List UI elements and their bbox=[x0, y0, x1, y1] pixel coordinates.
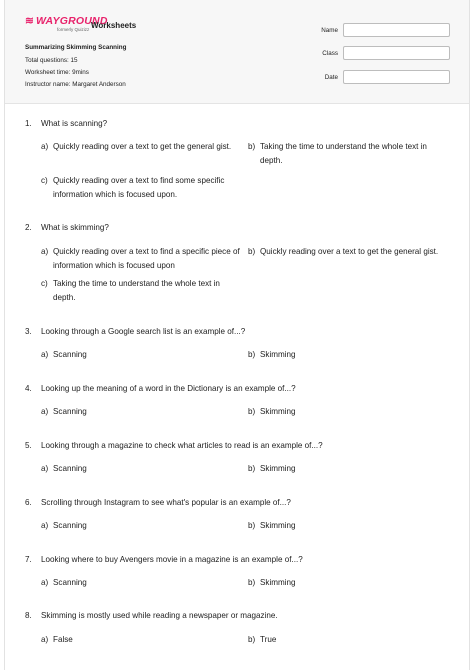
option-letter: b) bbox=[248, 142, 256, 151]
option-letter: a) bbox=[41, 142, 49, 151]
option-text: Skimming bbox=[260, 578, 296, 587]
option-text: Taking the time to understand the whole text in depth. bbox=[260, 142, 427, 165]
option-text: Scanning bbox=[53, 350, 87, 359]
question-text: What is skimming? bbox=[41, 223, 109, 232]
option-1b[interactable] bbox=[248, 140, 448, 168]
option-letter: a) bbox=[41, 635, 49, 644]
option-4b[interactable] bbox=[248, 405, 448, 419]
option-1c[interactable] bbox=[41, 174, 241, 202]
option-3a[interactable] bbox=[41, 348, 241, 362]
class-label: Class bbox=[322, 50, 338, 57]
question-number: 6. bbox=[25, 498, 32, 507]
option-6a[interactable] bbox=[41, 519, 241, 533]
option-text: Skimming bbox=[260, 350, 296, 359]
name-field[interactable] bbox=[343, 23, 450, 37]
option-letter: a) bbox=[41, 350, 49, 359]
option-text: Skimming bbox=[260, 407, 296, 416]
option-text: Quickly reading over a text to get the general gist. bbox=[53, 142, 232, 151]
option-text: Scanning bbox=[53, 521, 87, 530]
worksheets-label: Worksheets bbox=[91, 21, 137, 30]
question-text: Skimming is mostly used while reading a newspaper or magazine. bbox=[41, 611, 278, 620]
option-text: Skimming bbox=[260, 521, 296, 530]
worksheet-time: Worksheet time: 9mins bbox=[25, 69, 89, 76]
option-1a[interactable] bbox=[41, 140, 241, 154]
brand-subtitle: formerly Quizizz bbox=[57, 27, 90, 32]
option-text: Quickly reading over a text to get the general gist. bbox=[260, 247, 439, 256]
option-text: Skimming bbox=[260, 464, 296, 473]
option-letter: a) bbox=[41, 247, 49, 256]
option-2a[interactable] bbox=[41, 245, 246, 273]
question-number: 3. bbox=[25, 327, 32, 336]
option-4a[interactable] bbox=[41, 405, 241, 419]
option-text: Scanning bbox=[53, 578, 87, 587]
wave-logo-icon: ≋ bbox=[25, 15, 34, 27]
option-letter: a) bbox=[41, 464, 49, 473]
option-5a[interactable] bbox=[41, 462, 241, 476]
date-field[interactable] bbox=[343, 70, 450, 84]
question-text: Looking where to buy Avengers movie in a magazine is an example of...? bbox=[41, 555, 303, 564]
option-letter: b) bbox=[248, 350, 256, 359]
worksheet-page bbox=[4, 0, 470, 670]
question-text: Looking through a Google search list is an example of...? bbox=[41, 327, 246, 336]
option-8b[interactable] bbox=[248, 633, 448, 647]
option-letter: c) bbox=[41, 176, 48, 185]
option-6b[interactable] bbox=[248, 519, 448, 533]
worksheet-title: Summarizing Skimming Scanning bbox=[25, 44, 127, 51]
option-letter: b) bbox=[248, 407, 256, 416]
option-text: Scanning bbox=[53, 407, 87, 416]
brand-name: WAYGROUND bbox=[36, 15, 108, 27]
name-label: Name bbox=[321, 27, 338, 34]
question-number: 8. bbox=[25, 611, 32, 620]
option-letter: c) bbox=[41, 279, 48, 288]
option-text: Taking the time to understand the whole text in depth. bbox=[53, 279, 220, 302]
option-text: False bbox=[53, 635, 73, 644]
option-letter: b) bbox=[248, 635, 256, 644]
option-8a[interactable] bbox=[41, 633, 241, 647]
option-5b[interactable] bbox=[248, 462, 448, 476]
option-letter: b) bbox=[248, 464, 256, 473]
option-7b[interactable] bbox=[248, 576, 448, 590]
option-7a[interactable] bbox=[41, 576, 241, 590]
question-text: What is scanning? bbox=[41, 119, 108, 128]
option-letter: b) bbox=[248, 578, 256, 587]
instructor-name: Instructor name: Margaret Anderson bbox=[25, 81, 126, 88]
question-text: Looking up the meaning of a word in the Dictionary is an example of...? bbox=[41, 384, 296, 393]
option-text: True bbox=[260, 635, 277, 644]
option-text: Scanning bbox=[53, 464, 87, 473]
option-text: Quickly reading over a text to find some specific information which is focused upon. bbox=[53, 176, 225, 199]
question-number: 2. bbox=[25, 223, 32, 232]
option-2c[interactable] bbox=[41, 277, 241, 305]
option-letter: a) bbox=[41, 578, 49, 587]
option-letter: b) bbox=[248, 247, 256, 256]
question-number: 4. bbox=[25, 384, 32, 393]
worksheet-header bbox=[5, 0, 469, 104]
date-label: Date bbox=[324, 74, 338, 81]
question-text: Scrolling through Instagram to see what's popular is an example of...? bbox=[41, 498, 291, 507]
question-number: 5. bbox=[25, 441, 32, 450]
option-letter: a) bbox=[41, 407, 49, 416]
option-text: Quickly reading over a text to find a specific piece of information which is focused upon bbox=[53, 247, 240, 270]
question-text: Looking through a magazine to check what articles to read is an example of...? bbox=[41, 441, 323, 450]
total-questions: Total questions: 15 bbox=[25, 57, 78, 64]
option-2b[interactable] bbox=[248, 245, 458, 259]
question-number: 7. bbox=[25, 555, 32, 564]
class-field[interactable] bbox=[343, 46, 450, 60]
option-letter: b) bbox=[248, 521, 256, 530]
option-letter: a) bbox=[41, 521, 49, 530]
option-3b[interactable] bbox=[248, 348, 448, 362]
question-number: 1. bbox=[25, 119, 32, 128]
